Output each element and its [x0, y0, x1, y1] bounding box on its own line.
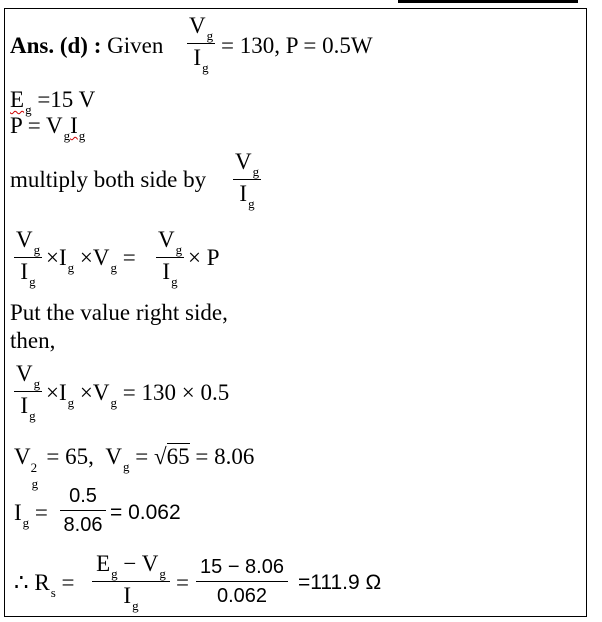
rs-fraction-numeric: 15 − 8.06 0.062: [196, 555, 288, 608]
given-values: = 130, P = 0.5W: [221, 33, 373, 58]
eq1-middle: $\times I_g \times V_g$ =: [46, 245, 136, 275]
rs-fraction-symbolic: $E_g - V_g$ $I_g$: [92, 552, 170, 611]
top-rule: [398, 0, 578, 3]
multiply-fraction: $V_g$ $I_g$: [234, 149, 260, 211]
vg-over-ig-fraction: $V_g$ $I_g$: [188, 13, 214, 75]
answer-header: [10, 33, 163, 59]
power-line: $P = V_gI_g$: [10, 113, 86, 143]
then-text: then,: [10, 328, 56, 353]
eq2-middle: $\times I_g \times V_g = 130 \times 0.5$: [46, 380, 230, 410]
eq1-lhs-fraction: $V_g$ $I_g$: [15, 227, 41, 289]
rs-value: =111.9 Ω: [298, 571, 382, 594]
ig-lhs: $I_g$ =: [14, 500, 48, 530]
ig-value: = 0.062: [110, 501, 181, 524]
vg-squared-line: V 2 g = 65, $V_g = √65 = 8.06$: [14, 444, 255, 491]
eq1-times-p: × P: [188, 245, 220, 270]
ig-fraction: 0.5 8.06: [60, 484, 106, 537]
answer-label: Ans. (d) :: [10, 33, 102, 58]
eq2-lhs-fraction: $V_g$ $I_g$: [15, 361, 41, 423]
rs-lhs: ∴ $R_s$ =: [14, 570, 75, 600]
put-value-text: Put the value right side,: [10, 300, 228, 325]
eg-line: $E_g =15$ V: [10, 87, 96, 117]
multiply-text: multiply both side by: [10, 167, 207, 192]
rs-equals: =: [176, 570, 189, 595]
given-label: Given: [101, 33, 164, 58]
eq1-rhs-fraction: $V_g$ $I_g$: [157, 227, 183, 289]
